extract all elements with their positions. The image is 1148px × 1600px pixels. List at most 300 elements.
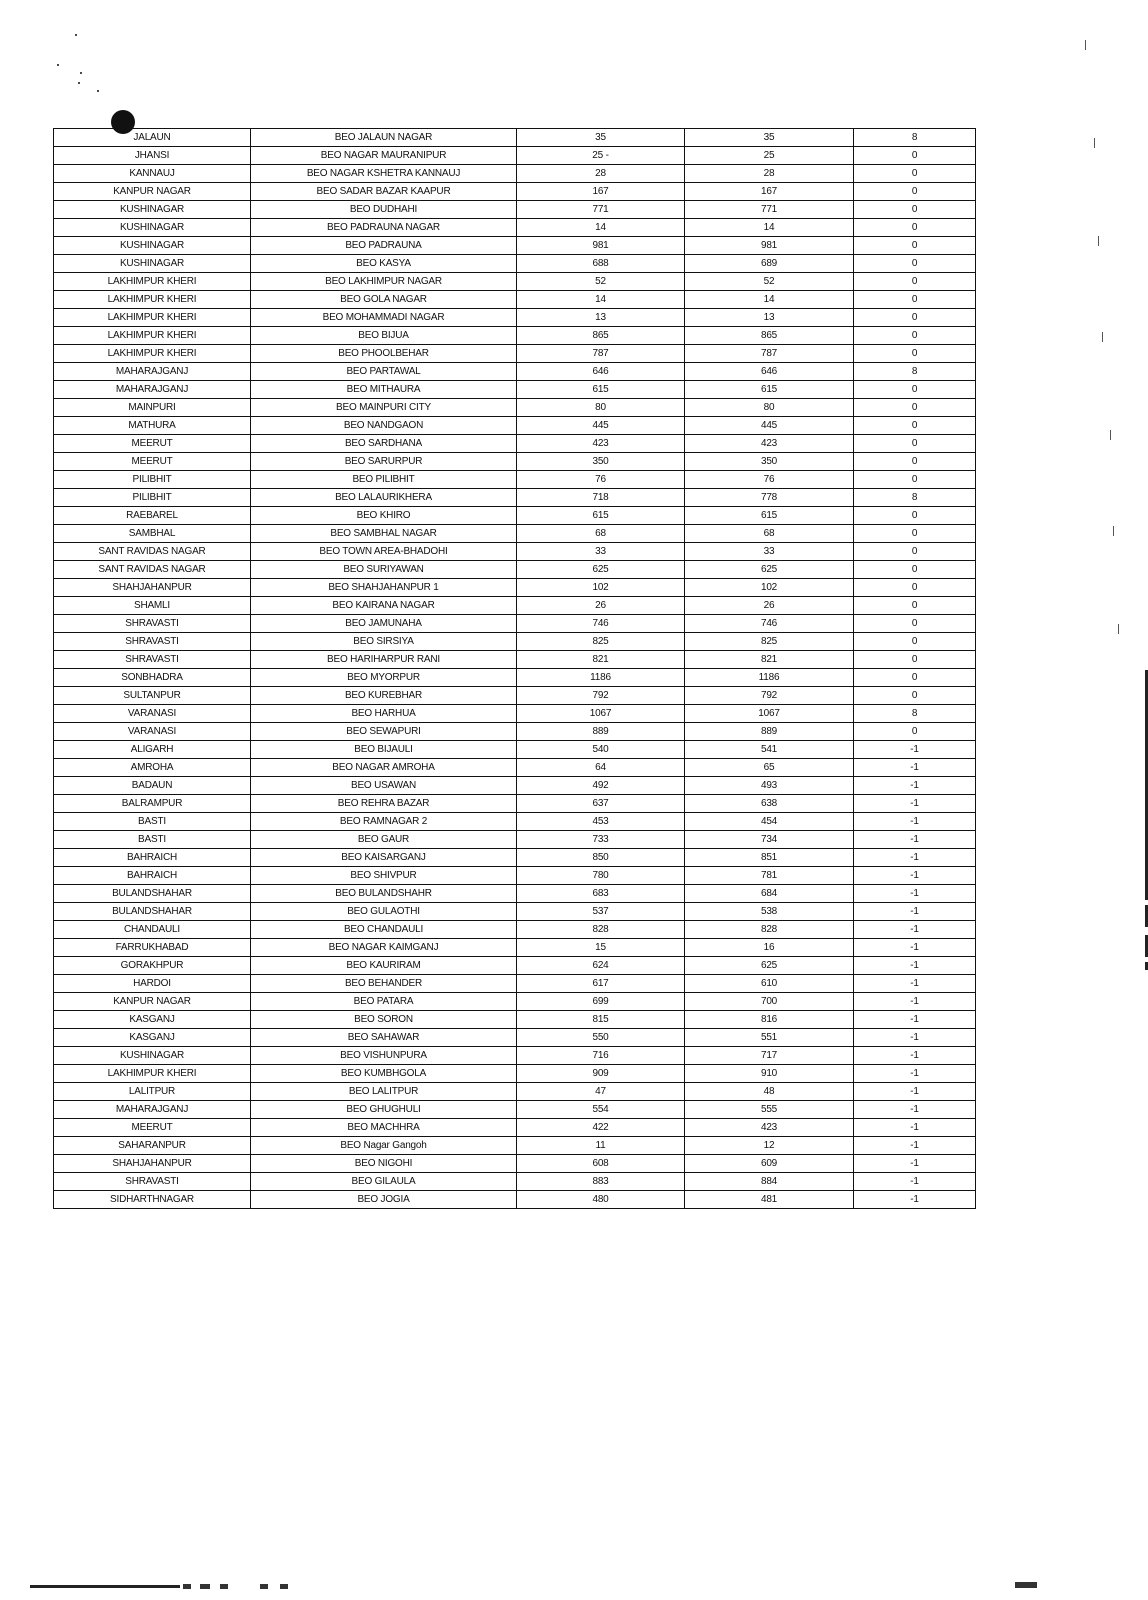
count-a-cell: 865 [517,327,685,345]
scan-edge-mark [1085,40,1086,50]
district-cell: MATHURA [54,417,251,435]
district-cell: JALAUN [54,129,251,147]
table-row [54,255,976,273]
table-row [54,291,976,309]
district-cell: SHAHJAHANPUR [54,579,251,597]
difference-cell: 0 [854,471,976,489]
block-cell: BEO JOGIA [251,1191,517,1209]
difference-cell: 0 [854,327,976,345]
district-cell: MAHARAJGANJ [54,381,251,399]
block-cell: BEO HARHUA [251,705,517,723]
district-cell: SHRAVASTI [54,651,251,669]
district-cell: JHANSI [54,147,251,165]
difference-cell: 0 [854,507,976,525]
scan-edge-mark [1118,624,1119,634]
table-row [54,669,976,687]
count-a-cell: 718 [517,489,685,507]
table-row [54,1137,976,1155]
district-cell: BAHRAICH [54,867,251,885]
count-b-cell: 816 [685,1011,854,1029]
block-cell: BEO SEWAPURI [251,723,517,741]
table-row [54,381,976,399]
count-a-cell: 167 [517,183,685,201]
count-a-cell: 540 [517,741,685,759]
block-cell: BEO PATARA [251,993,517,1011]
table-row [54,1083,976,1101]
count-b-cell: 646 [685,363,854,381]
count-a-cell: 625 [517,561,685,579]
table-row [54,741,976,759]
block-cell: BEO JAMUNAHA [251,615,517,633]
district-cell: AMROHA [54,759,251,777]
count-a-cell: 815 [517,1011,685,1029]
count-b-cell: 35 [685,129,854,147]
difference-cell: 0 [854,309,976,327]
count-b-cell: 889 [685,723,854,741]
count-b-cell: 445 [685,417,854,435]
district-cell: HARDOI [54,975,251,993]
count-b-cell: 52 [685,273,854,291]
table-row [54,975,976,993]
count-a-cell: 423 [517,435,685,453]
count-a-cell: 350 [517,453,685,471]
count-a-cell: 688 [517,255,685,273]
count-a-cell: 453 [517,813,685,831]
block-cell: BEO BULANDSHAHR [251,885,517,903]
count-a-cell: 821 [517,651,685,669]
count-a-cell: 422 [517,1119,685,1137]
count-a-cell: 25 - [517,147,685,165]
count-a-cell: 52 [517,273,685,291]
block-cell: BEO NAGAR AMROHA [251,759,517,777]
count-a-cell: 615 [517,381,685,399]
count-b-cell: 910 [685,1065,854,1083]
difference-cell: 0 [854,273,976,291]
block-cell: BEO USAWAN [251,777,517,795]
difference-cell: 0 [854,597,976,615]
difference-cell: 0 [854,579,976,597]
difference-cell: 0 [854,219,976,237]
count-b-cell: 689 [685,255,854,273]
count-a-cell: 883 [517,1173,685,1191]
district-cell: SHAHJAHANPUR [54,1155,251,1173]
count-b-cell: 350 [685,453,854,471]
count-b-cell: 981 [685,237,854,255]
block-cell: BEO SHAHJAHANPUR 1 [251,579,517,597]
difference-cell: -1 [854,975,976,993]
count-b-cell: 48 [685,1083,854,1101]
count-a-cell: 14 [517,219,685,237]
table-row [54,723,976,741]
count-a-cell: 889 [517,723,685,741]
table-row [54,957,976,975]
count-a-cell: 35 [517,129,685,147]
count-a-cell: 733 [517,831,685,849]
count-a-cell: 615 [517,507,685,525]
table-row [54,705,976,723]
difference-cell: -1 [854,939,976,957]
difference-cell: 0 [854,399,976,417]
count-b-cell: 1186 [685,669,854,687]
count-b-cell: 541 [685,741,854,759]
block-cell: BEO KHIRO [251,507,517,525]
difference-cell: -1 [854,1155,976,1173]
count-b-cell: 781 [685,867,854,885]
table-row [54,345,976,363]
district-cell: LAKHIMPUR KHERI [54,327,251,345]
count-a-cell: 492 [517,777,685,795]
difference-cell: -1 [854,1191,976,1209]
district-cell: KASGANJ [54,1029,251,1047]
count-a-cell: 771 [517,201,685,219]
table-row [54,903,976,921]
block-cell: BEO SORON [251,1011,517,1029]
difference-cell: -1 [854,1029,976,1047]
count-b-cell: 884 [685,1173,854,1191]
count-a-cell: 47 [517,1083,685,1101]
footer-rule [30,1585,180,1588]
table-row [54,525,976,543]
scan-speck [80,72,82,74]
difference-cell: -1 [854,759,976,777]
count-a-cell: 617 [517,975,685,993]
table-row [54,651,976,669]
block-cell: BEO SAMBHAL NAGAR [251,525,517,543]
count-b-cell: 423 [685,1119,854,1137]
district-cell: BADAUN [54,777,251,795]
block-cell: BEO VISHUNPURA [251,1047,517,1065]
district-cell: KANPUR NAGAR [54,183,251,201]
district-cell: SONBHADRA [54,669,251,687]
count-b-cell: 821 [685,651,854,669]
block-cell: BEO SARURPUR [251,453,517,471]
block-cell: BEO BIJAULI [251,741,517,759]
table-row [54,633,976,651]
block-cell: BEO GOLA NAGAR [251,291,517,309]
table-row [54,1029,976,1047]
count-b-cell: 16 [685,939,854,957]
count-a-cell: 825 [517,633,685,651]
district-cell: ALIGARH [54,741,251,759]
table-row [54,273,976,291]
footer-mark [220,1584,228,1589]
block-cell: BEO MACHHRA [251,1119,517,1137]
block-cell: BEO NAGAR KSHETRA KANNAUJ [251,165,517,183]
difference-cell: 0 [854,201,976,219]
count-b-cell: 80 [685,399,854,417]
count-a-cell: 80 [517,399,685,417]
district-cell: MAHARAJGANJ [54,1101,251,1119]
scan-speck [57,64,59,66]
block-cell: BEO PADRAUNA [251,237,517,255]
block-cell: BEO KAURIRAM [251,957,517,975]
data-table-container [53,128,970,1209]
table-row [54,147,976,165]
table-row [54,615,976,633]
count-a-cell: 554 [517,1101,685,1119]
district-cell: KUSHINAGAR [54,237,251,255]
table-row [54,1191,976,1209]
table-row [54,309,976,327]
block-cell: BEO NAGAR MAURANIPUR [251,147,517,165]
count-b-cell: 684 [685,885,854,903]
block-cell: BEO BEHANDER [251,975,517,993]
scan-speck [97,90,99,92]
difference-cell: 0 [854,417,976,435]
block-cell: BEO KUREBHAR [251,687,517,705]
difference-cell: 0 [854,633,976,651]
scan-speck [75,34,77,36]
table-row [54,507,976,525]
difference-cell: 0 [854,291,976,309]
block-cell: BEO GULAOTHI [251,903,517,921]
count-b-cell: 828 [685,921,854,939]
count-a-cell: 716 [517,1047,685,1065]
block-cell: BEO PILIBHIT [251,471,517,489]
count-b-cell: 76 [685,471,854,489]
count-b-cell: 538 [685,903,854,921]
table-row [54,1101,976,1119]
difference-cell: -1 [854,1173,976,1191]
table-row [54,813,976,831]
block-cell: BEO GAUR [251,831,517,849]
count-b-cell: 454 [685,813,854,831]
count-b-cell: 609 [685,1155,854,1173]
count-a-cell: 76 [517,471,685,489]
block-cell: BEO SADAR BAZAR KAAPUR [251,183,517,201]
footer-mark [280,1584,288,1589]
district-cell: VARANASI [54,705,251,723]
count-b-cell: 481 [685,1191,854,1209]
count-b-cell: 26 [685,597,854,615]
footer-mark [1015,1582,1037,1588]
count-b-cell: 493 [685,777,854,795]
district-cell: MAINPURI [54,399,251,417]
count-b-cell: 625 [685,561,854,579]
district-cell: KUSHINAGAR [54,201,251,219]
table-row [54,453,976,471]
count-b-cell: 792 [685,687,854,705]
difference-cell: -1 [854,921,976,939]
count-b-cell: 551 [685,1029,854,1047]
table-row [54,561,976,579]
district-cell: CHANDAULI [54,921,251,939]
block-cell: BEO SARDHANA [251,435,517,453]
district-cell: LAKHIMPUR KHERI [54,273,251,291]
difference-cell: 0 [854,687,976,705]
count-a-cell: 102 [517,579,685,597]
table-row [54,417,976,435]
district-cell: MAHARAJGANJ [54,363,251,381]
difference-cell: -1 [854,741,976,759]
table-row [54,777,976,795]
difference-cell: -1 [854,1047,976,1065]
district-cell: MEERUT [54,435,251,453]
difference-cell: 0 [854,615,976,633]
block-cell: BEO MITHAURA [251,381,517,399]
district-cell: BASTI [54,831,251,849]
count-a-cell: 68 [517,525,685,543]
block-cell: BEO GHUGHULI [251,1101,517,1119]
difference-cell: -1 [854,867,976,885]
district-cell: KANNAUJ [54,165,251,183]
count-a-cell: 537 [517,903,685,921]
difference-cell: -1 [854,885,976,903]
difference-cell: -1 [854,849,976,867]
difference-cell: 0 [854,165,976,183]
count-b-cell: 787 [685,345,854,363]
count-a-cell: 683 [517,885,685,903]
district-cell: KUSHINAGAR [54,255,251,273]
block-cell: BEO SIRSIYA [251,633,517,651]
table-row [54,435,976,453]
table-row [54,1011,976,1029]
count-b-cell: 771 [685,201,854,219]
difference-cell: 8 [854,489,976,507]
count-a-cell: 699 [517,993,685,1011]
difference-cell: -1 [854,1119,976,1137]
difference-cell: 0 [854,453,976,471]
scan-edge-mark [1110,430,1111,440]
count-a-cell: 11 [517,1137,685,1155]
count-a-cell: 480 [517,1191,685,1209]
table-row [54,201,976,219]
difference-cell: -1 [854,1137,976,1155]
district-cell: PILIBHIT [54,471,251,489]
district-cell: LALITPUR [54,1083,251,1101]
block-cell: BEO LAKHIMPUR NAGAR [251,273,517,291]
difference-cell: 8 [854,129,976,147]
table-row [54,759,976,777]
difference-cell: 8 [854,705,976,723]
count-b-cell: 717 [685,1047,854,1065]
count-b-cell: 12 [685,1137,854,1155]
table-row [54,237,976,255]
count-a-cell: 792 [517,687,685,705]
count-a-cell: 445 [517,417,685,435]
block-cell: BEO KASYA [251,255,517,273]
table-row [54,579,976,597]
count-b-cell: 14 [685,219,854,237]
district-cell: GORAKHPUR [54,957,251,975]
district-cell: FARRUKHABAD [54,939,251,957]
count-a-cell: 909 [517,1065,685,1083]
block-cell: BEO TOWN AREA-BHADOHI [251,543,517,561]
table-row [54,1065,976,1083]
table-row [54,849,976,867]
district-cell: SHAMLI [54,597,251,615]
table-row [54,867,976,885]
table-row [54,1173,976,1191]
count-a-cell: 646 [517,363,685,381]
table-row [54,1047,976,1065]
difference-cell: -1 [854,1065,976,1083]
count-a-cell: 780 [517,867,685,885]
block-cell: BEO SAHAWAR [251,1029,517,1047]
scan-edge-mark [1113,526,1114,536]
count-b-cell: 13 [685,309,854,327]
block-cell: BEO KAISARGANJ [251,849,517,867]
district-cell: SULTANPUR [54,687,251,705]
count-b-cell: 865 [685,327,854,345]
count-a-cell: 787 [517,345,685,363]
count-b-cell: 746 [685,615,854,633]
count-a-cell: 26 [517,597,685,615]
table-row [54,489,976,507]
block-cell: BEO LALITPUR [251,1083,517,1101]
block-cell: BEO JALAUN NAGAR [251,129,517,147]
district-cell: KUSHINAGAR [54,1047,251,1065]
block-cell: BEO HARIHARPUR RANI [251,651,517,669]
district-cell: LAKHIMPUR KHERI [54,291,251,309]
table-row [54,993,976,1011]
footer-mark [200,1584,210,1589]
district-cell: SAHARANPUR [54,1137,251,1155]
district-cell: MEERUT [54,1119,251,1137]
count-a-cell: 981 [517,237,685,255]
block-cell: BEO KUMBHGOLA [251,1065,517,1083]
table-row [54,1155,976,1173]
count-b-cell: 25 [685,147,854,165]
table-row [54,399,976,417]
district-cell: KASGANJ [54,1011,251,1029]
district-cell: SANT RAVIDAS NAGAR [54,543,251,561]
district-cell: BULANDSHAHAR [54,885,251,903]
count-a-cell: 15 [517,939,685,957]
block-cell: BEO NANDGAON [251,417,517,435]
scan-edge-mark [1098,236,1099,246]
difference-cell: 0 [854,237,976,255]
count-a-cell: 624 [517,957,685,975]
block-cell: BEO NAGAR KAIMGANJ [251,939,517,957]
block-cell: BEO SHIVPUR [251,867,517,885]
count-b-cell: 65 [685,759,854,777]
table-row [54,219,976,237]
district-cell: BALRAMPUR [54,795,251,813]
district-cell: SHRAVASTI [54,615,251,633]
district-cell: MEERUT [54,453,251,471]
difference-cell: -1 [854,795,976,813]
count-a-cell: 550 [517,1029,685,1047]
table-row [54,183,976,201]
table-row [54,327,976,345]
data-table [53,128,976,1209]
district-cell: LAKHIMPUR KHERI [54,309,251,327]
block-cell: BEO REHRA BAZAR [251,795,517,813]
block-cell: BEO SURIYAWAN [251,561,517,579]
district-cell: VARANASI [54,723,251,741]
difference-cell: -1 [854,903,976,921]
difference-cell: -1 [854,957,976,975]
count-a-cell: 746 [517,615,685,633]
count-b-cell: 778 [685,489,854,507]
difference-cell: 0 [854,255,976,273]
count-a-cell: 14 [517,291,685,309]
count-a-cell: 608 [517,1155,685,1173]
table-row [54,543,976,561]
difference-cell: 0 [854,183,976,201]
block-cell: BEO PARTAWAL [251,363,517,381]
district-cell: BULANDSHAHAR [54,903,251,921]
count-b-cell: 102 [685,579,854,597]
district-cell: KUSHINAGAR [54,219,251,237]
block-cell: BEO Nagar Gangoh [251,1137,517,1155]
count-b-cell: 423 [685,435,854,453]
district-cell: LAKHIMPUR KHERI [54,345,251,363]
table-row [54,687,976,705]
table-row [54,939,976,957]
count-b-cell: 638 [685,795,854,813]
